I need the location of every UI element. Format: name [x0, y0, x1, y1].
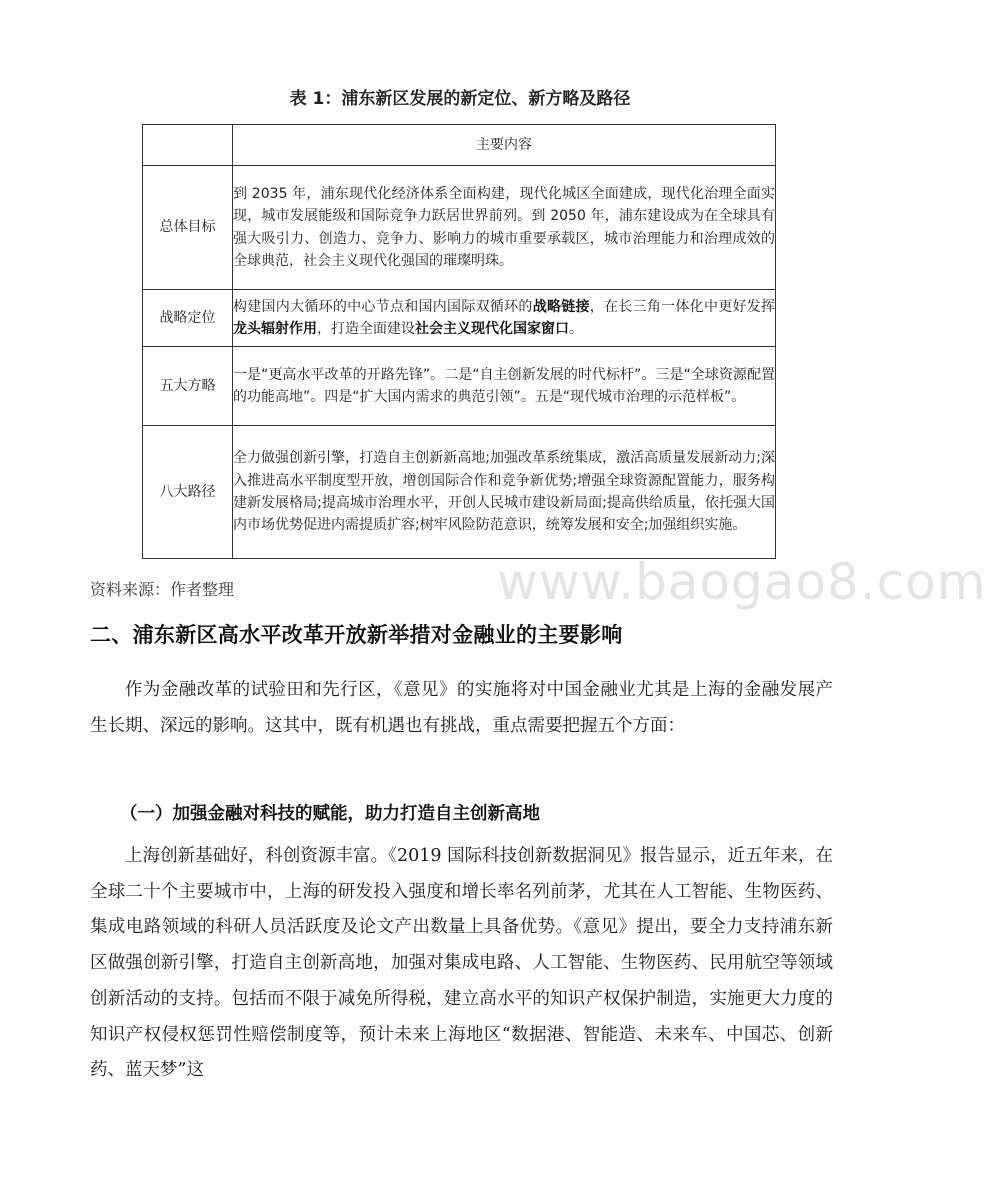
position-keyword-1: 战略链接	[532, 298, 590, 315]
table-row	[143, 290, 776, 347]
table-header-content: 主要内容	[233, 125, 776, 166]
position-keyword-3: 社会主义现代化国家窗口	[415, 321, 569, 337]
table-title: 表 1：浦东新区发展的新定位、新方略及路径	[289, 89, 631, 109]
row-label-goal: 总体目标	[143, 166, 233, 290]
table-header-row	[143, 125, 776, 166]
row-content-eight: 全力做强创新引擎，打造自主创新新高地;加强改革系统集成，激活高质量发展新动力;深入推进高水平制度型开放，增创国际合作和竞争新优势;增强全球资源配置能力，服务构建新发展格局;提高城市治理水平，开创人民城市建设新局面;提高供给质量，依托强大国内市场优势促进内需提质扩容;树牢风险防范意识，统筹发展和安全;加强组织实施。	[233, 426, 776, 559]
position-text-2: ，在长三角一体化中更好发挥	[589, 298, 776, 315]
row-label-five: 五大方略	[143, 347, 233, 426]
watermark: www.baogao8.com	[497, 553, 986, 611]
position-text-4: 。	[569, 321, 583, 337]
subheading-1: （一）加强金融对科技的赋能，助力打造自主创新高地	[120, 804, 540, 824]
strategy-table	[142, 124, 776, 559]
row-label-position: 战略定位	[143, 290, 233, 347]
table-row	[143, 166, 776, 290]
position-keyword-2: 龙头辐射作用	[233, 321, 317, 337]
position-text-1: 构建国内大循环的中心节点和国内国际双循环的	[233, 298, 533, 315]
body-paragraph: 上海创新基础好，科创资源丰富。《2019 国际科技创新数据洞见》报告显示，近五年来，在全球二十个主要城市中，上海的研发投入强度和增长率名列前茅，尤其在人工智能、生物医药、集成电路领域的科研人员活跃度及论文产出数量上具备优势。《意见》提出，要全力支持浦东新区做强创新引擎，打造自主创新高地，加强对集成电路、人工智能、生物医药、民用航空等领域创新活动的支持。包括而不限于减免所得税，建立高水平的知识产权保护制造，实施更大力度的知识产权侵权惩罚性赔偿制度等，预计未来上海地区“数据港、智能造、未来车、中国芯、创新药、蓝天梦”这	[90, 846, 833, 1081]
intro-paragraph: 作为金融改革的试验田和先行区，《意见》的实施将对中国金融业尤其是上海的金融发展产生长期、深远的影响。这其中，既有机遇也有挑战，重点需要把握五个方面：	[90, 680, 833, 736]
table-row	[143, 347, 776, 426]
position-text-3: ，打造全面建设	[317, 321, 415, 337]
source-note: 资料来源：作者整理	[90, 580, 235, 599]
section-heading: 二、浦东新区高水平改革开放新举措对金融业的主要影响	[90, 623, 623, 647]
table-row	[143, 426, 776, 559]
row-label-eight: 八大路径	[143, 426, 233, 559]
row-content-position	[233, 290, 776, 347]
row-content-five: 一是“更高水平改革的开路先锋”。二是“自主创新发展的时代标杆”。三是“全球资源配置的功能高地”。四是“扩大国内需求的典范引领”。五是“现代城市治理的示范样板”。	[233, 347, 776, 426]
table-corner-cell	[143, 125, 233, 166]
row-content-goal: 到 2035 年，浦东现代化经济体系全面构建，现代化城区全面建成，现代化治理全面实现，城市发展能级和国际竞争力跃居世界前列。到 2050 年，浦东建设成为在全球具有强大吸引力、创造力、竞争力、影响力的城市重要承载区，城市治理能力和治理成效的全球典范，社会主义现代化强国的璀璨明珠。	[233, 166, 776, 290]
